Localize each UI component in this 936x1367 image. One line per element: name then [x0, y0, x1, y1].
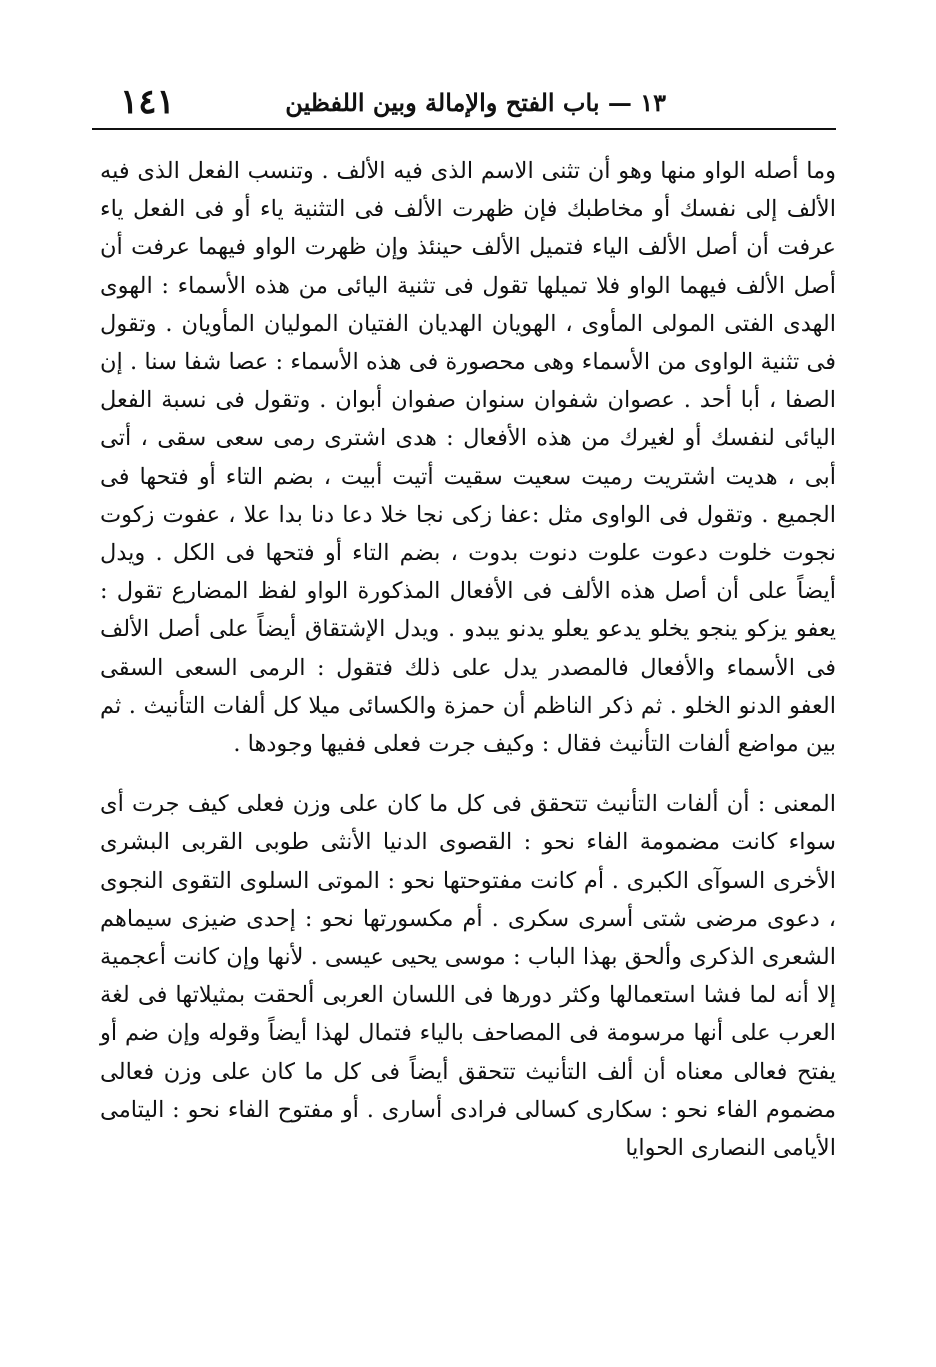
page-header [92, 78, 836, 126]
header-rule [92, 128, 836, 130]
paragraph: المعنى : أن ألفات التأنيث تتحقق فى كل ما كان على وزن فعلى كيف جرت أى سواء كانت مضمومة الفاء نحو : القصوى الدنيا الأنثى طوبى القربى البشرى الأخرى السوآى الكبرى . أم كانت مفتوحتها نحو : الموتى السلوى التقوى النجوى ، دعوى مرضى شتى أسرى سكرى . أم مكسورتها نحو : إحدى ضيزى سيماهم الشعرى الذكرى وألحق بهذا الباب : موسى يحيى عيسى . لأنها وإن كانت أعجمية إلا أنه لما فشا استعمالها وكثر دورها فى اللسان العربى ألحقت بمثيلاتها فى لغة العرب على أنها مرسومة فى المصاحف بالياء فتمال لهذا أيضاً وقوله وإن ضم أو يفتح فعالى معناه أن ألف التأنيث تتحقق أيضاً فى كل ما كان على وزن فعالى مضموم الفاء نحو : سكارى كسالى فرادى أسارى . أو مفتوح الفاء نحو : اليتامى الأيامى النصارى الحوايا [100, 791, 836, 1162]
running-head: ١٣ — باب الفتح والإمالة وبين اللفظين [285, 88, 666, 117]
body-text [100, 152, 836, 1167]
page-number: ١٤١ [120, 82, 175, 122]
paragraph: وما أصله الواو منها وهو أن تثنى الاسم الذى فيه الألف . وتنسب الفعل الذى فيه الألف إلى نفسك أو مخاطبك فإن ظهرت الألف فى التثنية ياء أو فى الفعل ياء عرفت أن أصل الألف الياء فتميل الألف حينئذ وإن ظهرت الواو فيهما عرفت أن أصل الألف فيهما الواو فلا تميلها تقول فى تثنية اليائى من هذه الأسماء : الهوى الهدى الفتى المولى المأوى ، الهويان الهديان الفتيان الموليان المأويان . وتقول فى تثنية الواوى من الأسماء وهى محصورة فى هذه الأسماء : عصا شفا سنا . إن الصفا ، أبا أحد . عصوان شفوان سنوان صفوان أبوان . وتقول فى نسبة الفعل اليائى لنفسك أو لغيرك من هذه الأفعال : هدى اشترى رمى سعى سقى ، أتى أبى ، هديت اشتريت رميت سعيت سقيت أتيت أبيت ، بضم التاء أو فتحها فى الجميع . وتقول فى الواوى مثل :عفا زكى نجا خلا دعا دنا بدا علا ، عفوت زكوت نجوت خلوت دعوت علوت دنوت بدوت ، بضم التاء أو فتحها فى الكل . ويدل أيضاً على أن أصل هذه الألف فى الأفعال المذكورة الواو لفظ المضارع تقول : يعفو يزكو ينجو يخلو يدعو يعلو يدنو يبدو . ويدل الإشتقاق أيضاً على أصل الألف فى الأسماء والأفعال فالمصدر يدل على ذلك فتقول : الرمى السعى السقى العفو الدنو الخلو . ثم ذكر الناظم أن حمزة والكسائى ميلا كل ألفات التأنيث . ثم بين مواضع ألفات التأنيث فقال : وكيف جرت فعلى ففيها وجودها . [100, 158, 836, 758]
